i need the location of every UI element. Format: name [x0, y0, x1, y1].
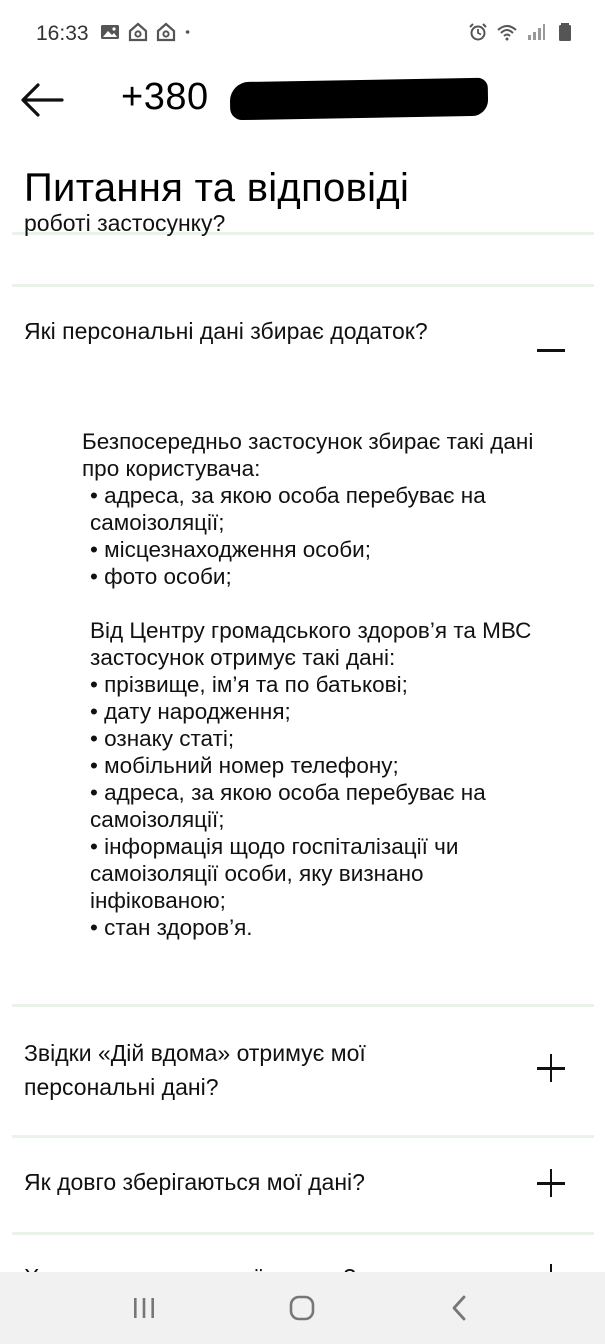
home-app-icon	[128, 22, 148, 42]
answer-text: Безпосередньо застосунок збирає такі дані про користувача:	[82, 429, 534, 481]
wifi-icon	[497, 22, 517, 42]
divider	[12, 1004, 594, 1007]
faq-question[interactable]: Які персональні дані збирає додаток?	[24, 318, 428, 344]
redacted-phone-digits	[230, 78, 489, 120]
list-item: • інформація щодо госпіталізації чи самоізоляції особи, яку визнано інфікованою;	[90, 834, 459, 913]
list-item: • мобільний номер телефону;	[90, 753, 399, 778]
alarm-icon	[468, 22, 488, 42]
gallery-icon	[100, 22, 120, 42]
list-item: • ознаку статі;	[90, 726, 235, 751]
page-title: Питання та відповіді	[24, 166, 410, 210]
list-item: • стан здоров’я.	[90, 915, 253, 940]
divider	[12, 1232, 594, 1235]
plus-icon[interactable]	[537, 1169, 565, 1197]
home-icon[interactable]	[284, 1292, 320, 1324]
plus-icon[interactable]	[537, 1054, 565, 1082]
list-item: • місцезнаходження особи;	[90, 537, 371, 562]
minus-icon[interactable]	[537, 336, 565, 364]
list-item: • адреса, за якою особа перебуває на самоізоляції;	[90, 483, 486, 535]
faq-question[interactable]: Звідки «Дій вдома» отримує мої персональні дані?	[24, 1040, 366, 1100]
back-icon[interactable]	[442, 1292, 478, 1324]
status-bar	[0, 0, 605, 66]
divider	[12, 284, 594, 287]
faq-question[interactable]: Як довго зберігаються мої дані?	[24, 1169, 365, 1195]
dot-icon	[184, 22, 196, 42]
battery-icon	[555, 22, 575, 42]
faq-answer	[82, 428, 552, 941]
phone-number: +380	[121, 76, 209, 118]
home-app-icon	[156, 22, 176, 42]
signal-icon	[526, 22, 546, 42]
arrow-left-icon[interactable]	[18, 78, 68, 122]
list-item: • прізвище, ім’я та по батькові;	[90, 672, 408, 697]
list-item: • фото особи;	[90, 564, 232, 589]
recent-apps-icon[interactable]	[126, 1292, 162, 1324]
faq-list[interactable]	[0, 210, 605, 1272]
faq-truncated-question: роботі застосунку?	[24, 210, 226, 236]
list-item: • адреса, за якою особа перебуває на самоізоляції;	[90, 780, 486, 832]
system-nav-bar	[0, 1272, 605, 1344]
status-time: 16:33	[36, 22, 89, 45]
answer-text: Від Центру громадського здоров’я та МВС застосунок отримує такі дані:	[90, 618, 532, 670]
app-bar	[0, 66, 605, 136]
divider	[12, 1135, 594, 1138]
list-item: • дату народження;	[90, 699, 291, 724]
